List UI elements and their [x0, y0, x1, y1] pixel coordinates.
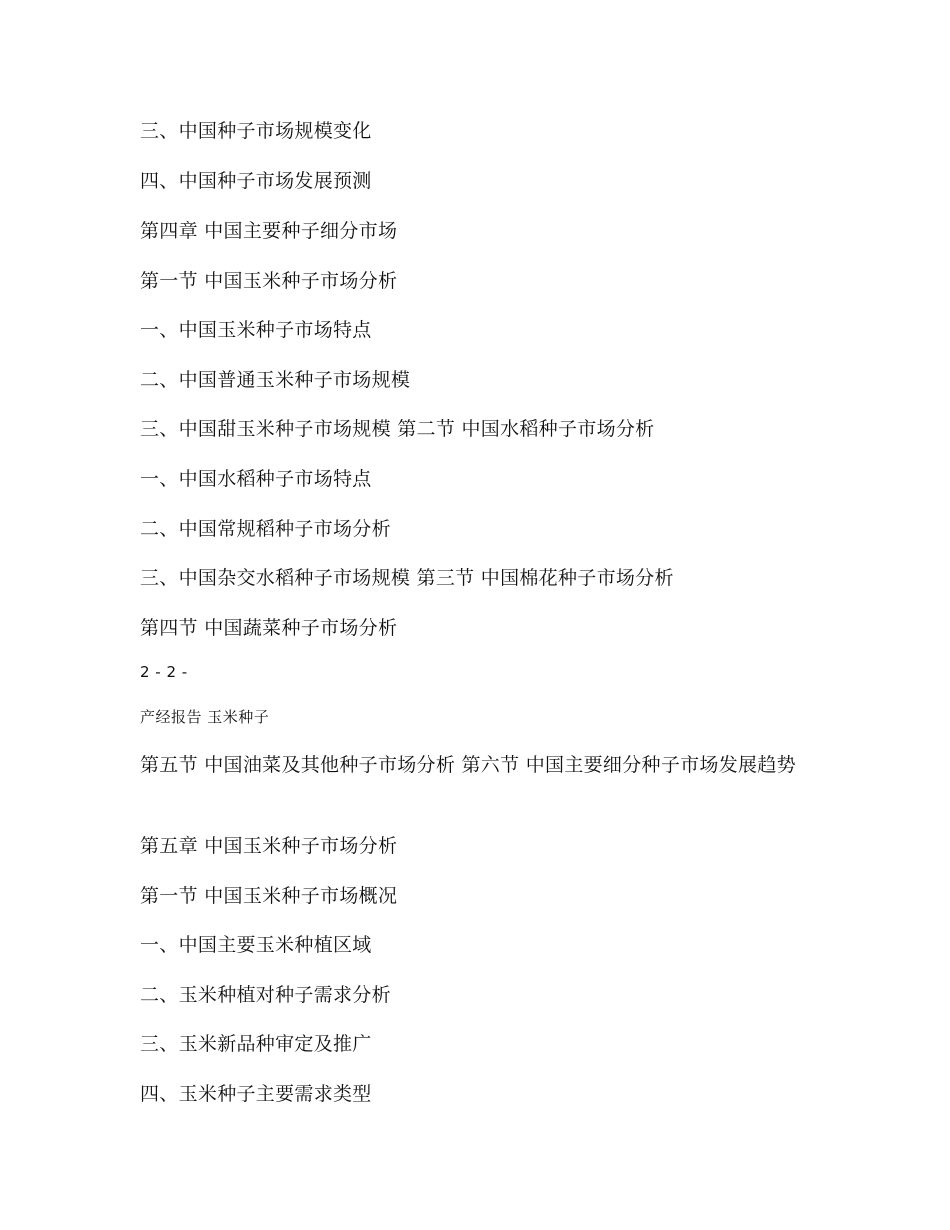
- toc-line: 四、中国种子市场发展预测: [140, 170, 372, 192]
- toc-line: 一、中国水稻种子市场特点: [140, 468, 372, 490]
- toc-line: 第四章 中国主要种子细分市场: [140, 220, 398, 242]
- toc-line: 三、中国杂交水稻种子市场规模 第三节 中国棉花种子市场分析: [140, 567, 674, 589]
- page-number: 2 - 2 -: [140, 663, 188, 681]
- toc-line: 一、中国主要玉米种植区域: [140, 934, 372, 956]
- toc-line: 第一节 中国玉米种子市场概况: [140, 885, 398, 907]
- toc-line: 四、玉米种子主要需求类型: [140, 1083, 372, 1105]
- toc-line: 第五节 中国油菜及其他种子市场分析 第六节 中国主要细分种子市场发展趋势: [140, 754, 796, 776]
- toc-line: 三、玉米新品种审定及推广: [140, 1033, 372, 1055]
- toc-line: 一、中国玉米种子市场特点: [140, 319, 372, 341]
- toc-line: 第五章 中国玉米种子市场分析: [140, 835, 398, 857]
- toc-line: 二、中国常规稻种子市场分析: [140, 518, 391, 540]
- toc-line: 第四节 中国蔬菜种子市场分析: [140, 617, 398, 639]
- toc-line: 二、中国普通玉米种子市场规模: [140, 369, 411, 391]
- toc-line: 三、中国甜玉米种子市场规模 第二节 中国水稻种子市场分析: [140, 418, 655, 440]
- toc-line: 二、玉米种植对种子需求分析: [140, 984, 391, 1006]
- toc-line: 三、中国种子市场规模变化: [140, 120, 372, 142]
- running-header: 产经报告 玉米种子: [140, 708, 270, 726]
- toc-line: 第一节 中国玉米种子市场分析: [140, 270, 398, 292]
